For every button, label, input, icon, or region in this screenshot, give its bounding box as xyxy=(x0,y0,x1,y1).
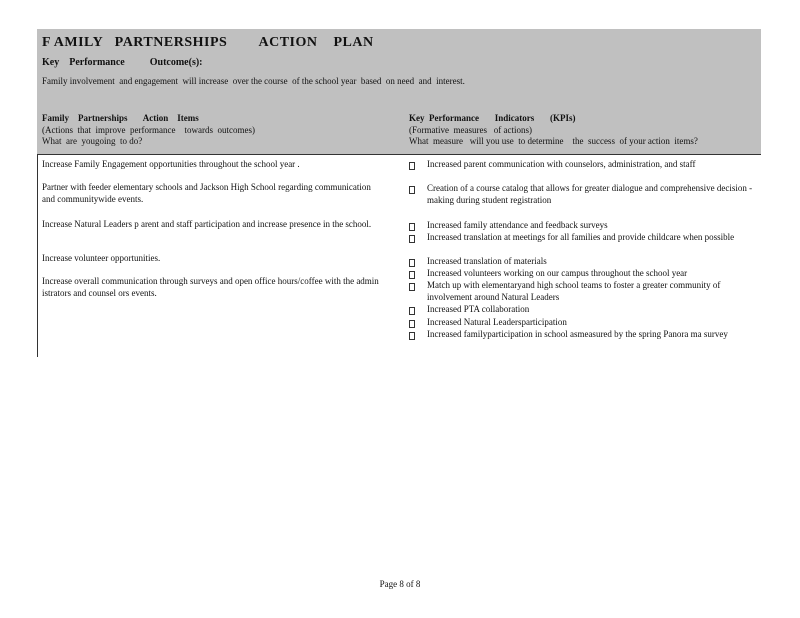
page-title: F AMILY PARTNERSHIPS ACTION PLAN xyxy=(42,35,374,50)
action-item: Partner with feeder elementary schools and Jackson High School regarding communication and communitywide events. xyxy=(42,182,371,204)
bullet-icon xyxy=(409,186,415,194)
bullet-icon xyxy=(409,320,415,328)
bullet-icon xyxy=(409,223,415,231)
kpi-item xyxy=(409,232,754,244)
action-item: Increase overall communication through surveys and open office hours/coffee with the admin istrators and counsel ors events. xyxy=(42,276,379,298)
action-items-subheading: (Actions that improve performance towards outcomes) xyxy=(42,124,255,135)
action-items-column-header xyxy=(42,113,255,148)
kpi-text: Increased translation at meetings for all families and provide childcare when possible xyxy=(427,232,735,242)
bullet-icon xyxy=(409,283,415,291)
kpi-item xyxy=(409,280,754,303)
left-border xyxy=(37,154,38,357)
bullet-icon xyxy=(409,307,415,315)
action-items-question: What are yougoing to do? xyxy=(42,136,143,146)
kpi-text: Creation of a course catalog that allows for greater dialogue and comprehensive decision - making during student registration xyxy=(427,183,753,205)
kpi-heading: Key Performance Indicators (KPIs) xyxy=(409,113,576,123)
action-item: Increase Family Engagement opportunities throughout the school year . xyxy=(42,159,300,169)
bullet-icon xyxy=(409,332,415,340)
kpi-item xyxy=(409,317,754,329)
bullet-icon xyxy=(409,235,415,243)
kpi-item xyxy=(409,304,754,316)
key-performance-outcome-label: Key Performance Outcome(s): xyxy=(42,57,203,68)
kpi-subheading: (Formative measures of actions) xyxy=(409,124,532,135)
kpi-text: Increased translation of materials xyxy=(427,256,547,266)
key-performance-outcome-text: Family involvement and engagement will increase over the course of the school year based on need and interest. xyxy=(42,76,465,86)
action-item: Increase Natural Leaders p arent and staff participation and increase presence in the school. xyxy=(42,219,372,229)
action-items-heading: Family Partnerships Action Items xyxy=(42,113,199,123)
kpi-text: Match up with elementaryand high school teams to foster a greater community of involvement around Natural Leaders xyxy=(427,280,721,302)
kpi-text: Increased family attendance and feedback surveys xyxy=(427,220,608,230)
kpi-text: Increased PTA collaboration xyxy=(427,304,530,314)
action-item: Increase volunteer opportunities. xyxy=(42,253,161,263)
header-divider xyxy=(37,154,761,155)
kpi-item xyxy=(409,268,754,280)
kpi-item xyxy=(409,329,754,341)
bullet-icon xyxy=(409,271,415,279)
bullet-icon xyxy=(409,259,415,267)
kpi-item xyxy=(409,159,754,171)
page-number: Page 8 of 8 xyxy=(379,579,421,589)
kpi-column-header xyxy=(409,113,698,148)
kpi-text: Increased volunteers working on our campus throughout the school year xyxy=(427,268,688,278)
kpi-text: Increased familyparticipation in school asmeasured by the spring Panora ma survey xyxy=(427,329,728,339)
kpi-item xyxy=(409,220,754,232)
kpi-text: Increased parent communication with counselors, administration, and staff xyxy=(427,159,696,169)
kpi-question: What measure will you use to determine the success of your action items? xyxy=(409,136,698,146)
kpi-text: Increased Natural Leadersparticipation xyxy=(427,317,567,327)
kpi-item xyxy=(409,183,754,206)
kpi-item xyxy=(409,256,754,268)
bullet-icon xyxy=(409,162,415,170)
